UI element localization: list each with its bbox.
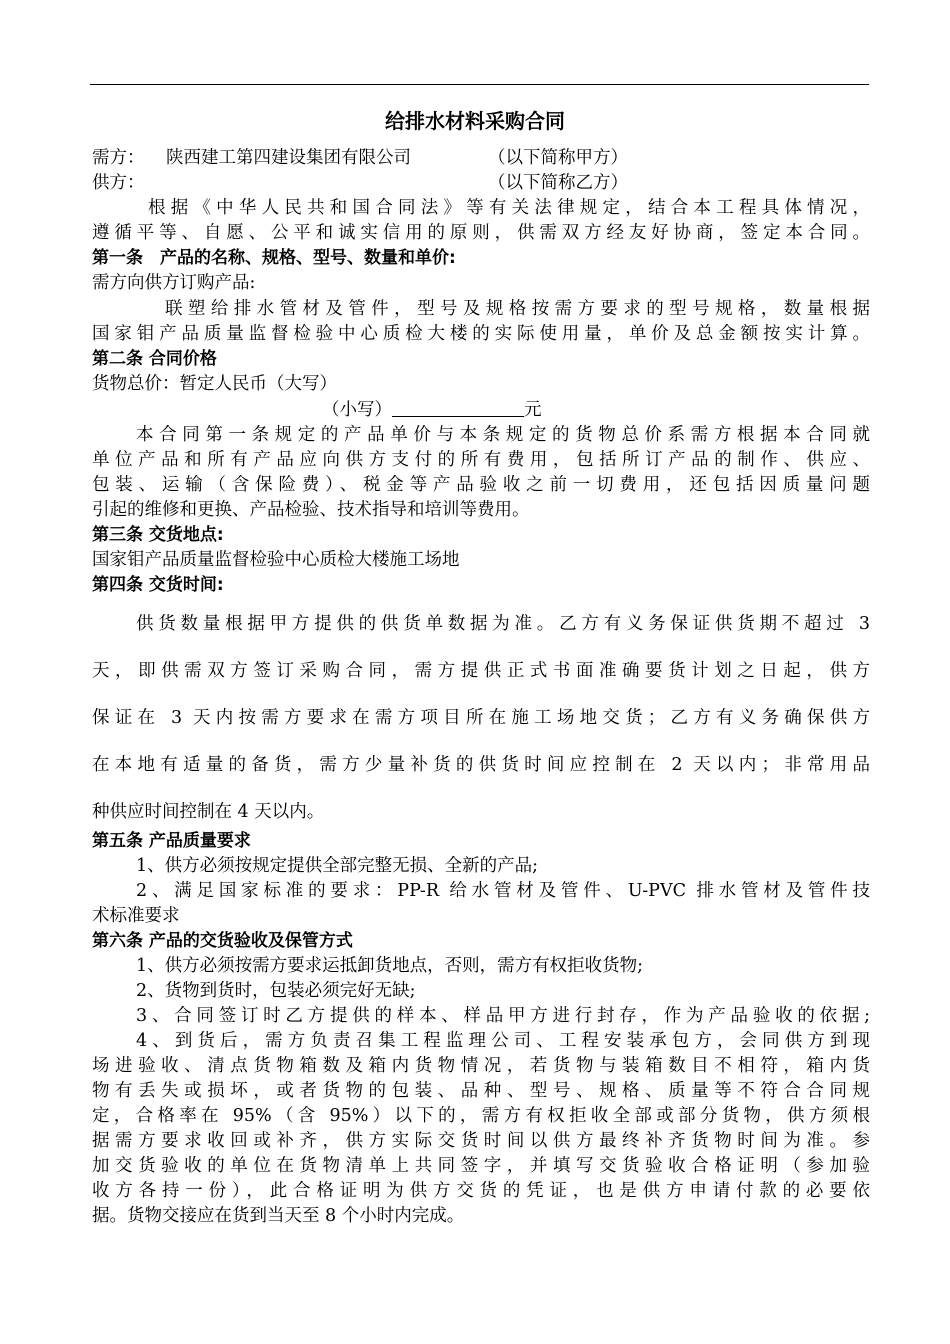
list-item: 1、供方必须按规定提供全部完整无损、全新的产品; bbox=[136, 856, 539, 876]
paragraph-line: 单位产品和所有产品应向供方支付的所有费用，包括所订产品的制作、供应、 bbox=[92, 450, 870, 470]
paragraph-line: 种供应时间控制在 4 天以内。 bbox=[92, 802, 325, 822]
supplier-label: 供方： bbox=[92, 173, 145, 193]
article-heading: 第六条 产品的交货验收及保管方式 bbox=[92, 931, 353, 951]
paragraph-line: 据需方要求收回或补齐，供方实际交货时间以供方最终补齐货物时间为准。参 bbox=[92, 1131, 870, 1151]
buyer-name: 陕西建工第四建设集团有限公司 bbox=[166, 148, 411, 168]
list-item: 术标准要求 bbox=[92, 906, 180, 926]
total-price-small bbox=[322, 398, 542, 423]
paragraph-line: 保证在 3 天内按需方要求在需方项目所在施工场地交货；乙方有义务确保供方 bbox=[92, 708, 870, 728]
paragraph-line: 国家钼产品质量监督检验中心质检大楼的实际使用量，单价及总金额按实计算。 bbox=[92, 324, 870, 344]
buyer-alias: （以下简称甲方） bbox=[488, 148, 628, 168]
header-rule bbox=[90, 84, 869, 85]
list-item: 3、合同签订时乙方提供的样本、样品甲方进行封存，作为产品验收的依据; bbox=[136, 1006, 870, 1026]
paragraph-line: 本合同第一条规定的产品单价与本条规定的货物总价系需方根据本合同就 bbox=[136, 425, 870, 445]
paragraph-line: 国家钼产品质量监督检验中心质检大楼施工场地 bbox=[92, 550, 460, 570]
list-item: 1、供方必须按需方要求运抵卸货地点，否则，需方有权拒收货物; bbox=[136, 956, 644, 976]
paragraph-line: 定，合格率在 95%（含 95%）以下的，需方有权拒收全部或部分货物，供方须根 bbox=[92, 1106, 870, 1126]
paragraph-line: 供货数量根据甲方提供的供货单数据为准。乙方有义务保证供货期不超过 3 bbox=[136, 614, 870, 634]
article-heading: 第四条 交货时间: bbox=[92, 575, 224, 595]
paragraph-line: 引起的维修和更换、产品检验、技术指导和培训等费用。 bbox=[92, 500, 530, 520]
paragraph-line: 在本地有适量的备货，需方少量补货的供货时间应控制在 2 天以内；非常用品 bbox=[92, 755, 870, 775]
list-item: 4、到货后，需方负责召集工程监理公司、工程安装承包方，会同供方到现 bbox=[136, 1031, 870, 1051]
paragraph-line: 需方向供方订购产品: bbox=[92, 273, 256, 293]
paragraph-line: 收方各持一份），此合格证明为供方交货的凭证，也是供方申请付款的必要依 bbox=[92, 1181, 870, 1201]
paragraph-line: 物有丢失或损坏，或者货物的包装、品种、型号、规格、质量等不符合合同规 bbox=[92, 1081, 870, 1101]
buyer-label: 需方： bbox=[92, 148, 145, 168]
amount-blank-line bbox=[392, 398, 524, 417]
article-heading: 第三条 交货地点: bbox=[92, 525, 224, 545]
paragraph-line: 加交货验收的单位在货物清单上共同签字，并填写交货验收合格证明（参加验 bbox=[92, 1156, 870, 1176]
list-item: 2、货物到货时，包装必须完好无缺; bbox=[136, 981, 416, 1001]
document-title: 给排水材料采购合同 bbox=[385, 109, 565, 133]
list-item: 2、满足国家标准的要求：PP-R 给水管材及管件、U-PVC 排水管材及管件技 bbox=[136, 881, 870, 901]
total-price-label: 货物总价：暂定人民币（大写） bbox=[92, 374, 337, 394]
paragraph-line: 天，即供需双方签订采购合同，需方提供正式书面准确要货计划之日起，供方 bbox=[92, 661, 870, 681]
currency-unit: 元 bbox=[524, 400, 542, 420]
paragraph-line: 联塑给排水管材及管件，型号及规格按需方要求的型号规格，数量根据 bbox=[165, 299, 870, 319]
supplier-alias: （以下简称乙方） bbox=[488, 173, 628, 193]
article-heading: 第五条 产品质量要求 bbox=[92, 831, 251, 851]
paragraph-line: 包装、运输（含保险费）、税金等产品验收之前一切费用，还包括因质量问题 bbox=[92, 475, 870, 495]
paragraph-line: 场进验收、清点货物箱数及箱内货物情况，若货物与装箱数目不相符，箱内货 bbox=[92, 1056, 870, 1076]
paragraph-line: 据。货物交接应在货到当天至 8 个小时内完成。 bbox=[92, 1206, 465, 1226]
article-heading: 第一条 产品的名称、规格、型号、数量和单价: bbox=[92, 248, 456, 268]
article-heading: 第二条 合同价格 bbox=[92, 349, 217, 369]
preamble-line: 遵循平等、自愿、公平和诚实信用的原则，供需双方经友好协商，签定本合同。 bbox=[92, 223, 870, 243]
preamble-line: 根据《中华人民共和国合同法》等有关法律规定，结合本工程具体情况， bbox=[148, 198, 870, 218]
small-amount-label: （小写） bbox=[322, 400, 392, 420]
